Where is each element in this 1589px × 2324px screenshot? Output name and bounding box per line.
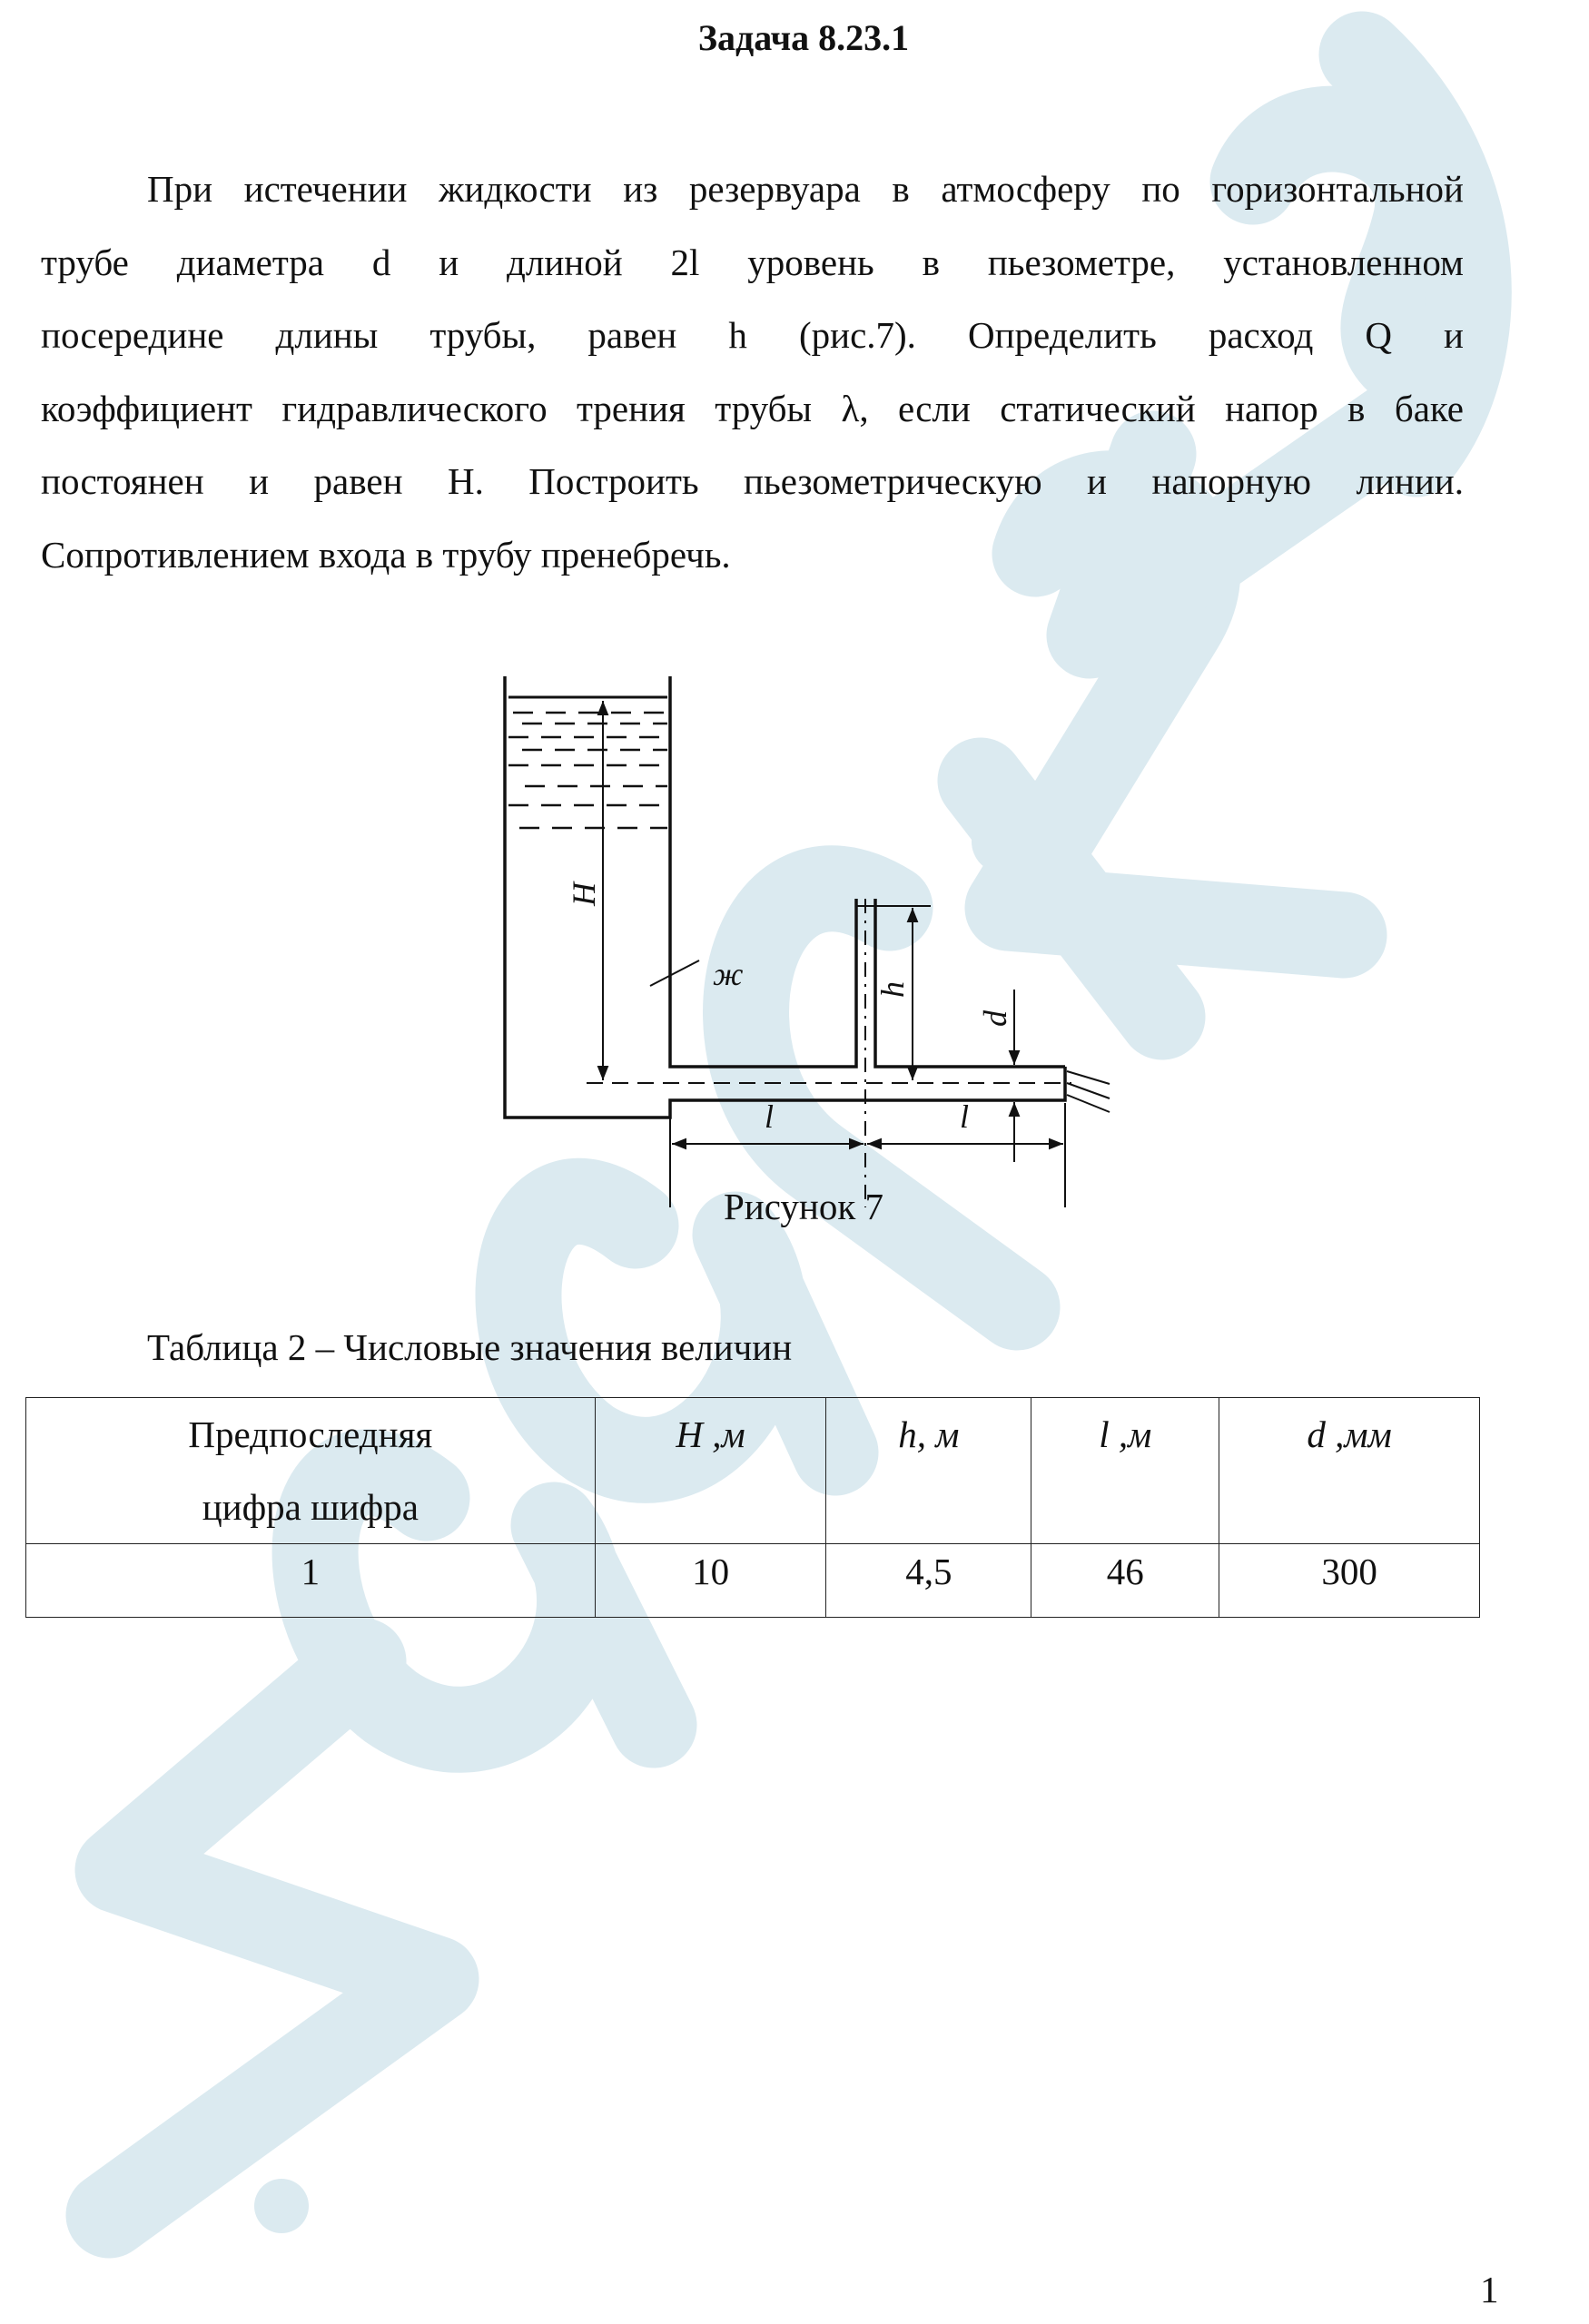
paragraph-line: постоянен и равен H. Построить пьезометрическую и напорную линии.: [41, 460, 1464, 502]
values-table: [25, 1397, 1480, 1618]
table-cell: 1: [26, 1544, 596, 1618]
label-h: h: [874, 981, 911, 998]
header-cell: [26, 1398, 596, 1544]
table-row: [26, 1544, 1480, 1618]
liquid-leader: [650, 960, 699, 986]
header-cell: d ,мм: [1219, 1398, 1480, 1544]
label-zh: ж: [713, 956, 744, 992]
table-header-row: [26, 1398, 1480, 1544]
table-cell: 300: [1219, 1544, 1480, 1618]
paragraph-line: Сопротивлением входа в трубу пренебречь.: [41, 533, 731, 576]
paragraph-line: коэффициент гидравлического трения трубы λ, если статический напор в баке: [41, 387, 1464, 429]
header-cell: h, м: [826, 1398, 1031, 1544]
paragraph-line: При истечении жидкости из резервуара в атмосферу по горизонтальной: [147, 168, 1464, 210]
figure-caption: Рисунок 7: [723, 1186, 883, 1227]
table-cell: 4,5: [826, 1544, 1031, 1618]
table-cell: 46: [1031, 1544, 1219, 1618]
table-caption: Таблица 2 – Числовые значения величин: [147, 1326, 793, 1368]
outflow-jet: [1067, 1071, 1110, 1112]
task-title: Задача 8.23.1: [697, 17, 910, 58]
label-l-right: l: [959, 1098, 970, 1135]
header-cell: H ,м: [595, 1398, 826, 1544]
table-cell: 10: [595, 1544, 826, 1618]
header-cell: l ,м: [1031, 1398, 1219, 1544]
label-H: H: [566, 882, 602, 906]
water-hatching: [508, 713, 667, 828]
page-number: 1: [1480, 2269, 1499, 2310]
header-line: Предпоследняя: [188, 1413, 433, 1455]
label-l-left: l: [764, 1098, 775, 1135]
header-line: цифра шифра: [202, 1486, 419, 1528]
paragraph-line: трубе диаметра d и длиной 2l уровень в пьезометре, установленном: [41, 241, 1464, 283]
paragraph-line: посередине длины трубы, равен h (рис.7). Определить расход Q и: [41, 314, 1464, 356]
label-d: d: [977, 1010, 1013, 1027]
